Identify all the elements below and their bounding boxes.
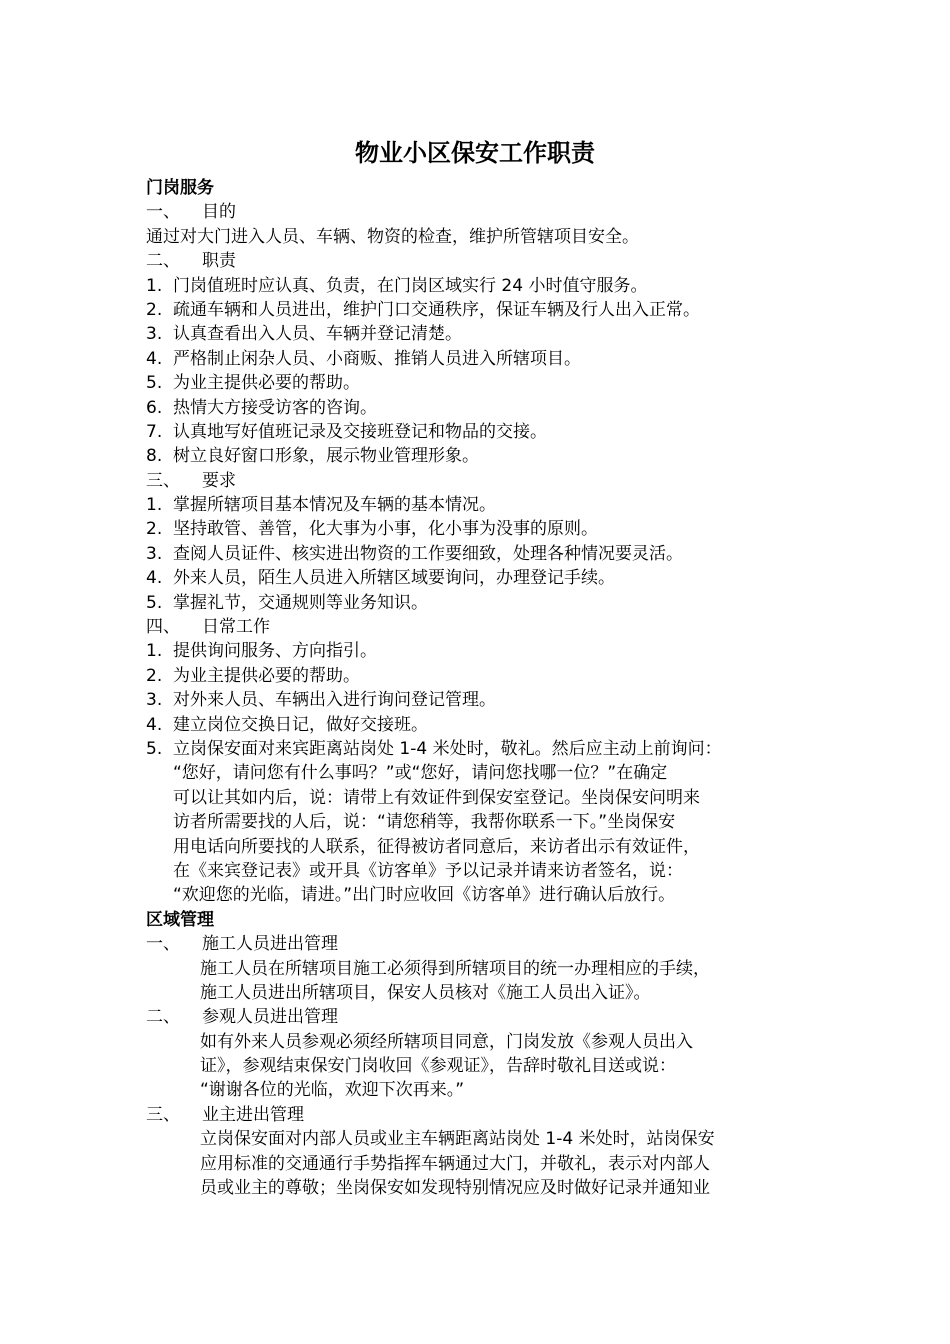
list-number: 4.	[146, 568, 163, 589]
list-text: 外来人员，陌生人员进入所辖区域要询问，办理登记手续。	[173, 568, 615, 589]
list-text: 查阅人员证件、核实进出物资的工作要细致，处理各种情况要灵活。	[173, 543, 683, 564]
list-number: 3.	[146, 543, 163, 564]
subsection-daily-work	[146, 615, 806, 639]
list-item	[146, 737, 806, 761]
list-text: 为业主提供必要的帮助。	[173, 373, 360, 394]
list-text: 疏通车辆和人员进出，维护门口交通秩序，保证车辆及行人出入正常。	[173, 299, 700, 320]
list-number: 1.	[146, 495, 163, 516]
list-text: 为业主提供必要的帮助。	[173, 665, 360, 686]
indented-paragraph-line: 施工人员进出所辖项目，保安人员核对《施工人员出入证》。	[200, 982, 651, 1003]
subsection-visitors	[146, 1005, 806, 1029]
list-number: 3.	[146, 324, 163, 345]
subsection-duties	[146, 249, 806, 273]
subsection-label: 业主进出管理	[202, 1104, 304, 1125]
list-text: 提供询问服务、方向指引。	[173, 641, 377, 662]
list-text: 认真地写好值班记录及交接班登记和物品的交接。	[173, 421, 547, 442]
list-item	[146, 298, 806, 322]
list-item-continuation: 访者所需要找的人后，说：“请您稍等，我帮你联系一下。”坐岗保安	[173, 812, 676, 833]
indented-paragraph-line: 证》，参观结束保安门岗收回《参观证》，告辞时敬礼目送或说：	[200, 1056, 676, 1077]
subsection-label: 日常工作	[202, 617, 270, 638]
subsection-number: 四、	[146, 617, 180, 638]
indented-paragraph-line: 员或业主的尊敬；坐岗保安如发现特别情况应及时做好记录并通知业	[200, 1178, 710, 1199]
page-title: 物业小区保安工作职责	[355, 139, 595, 167]
list-text: 严格制止闲杂人员、小商贩、推销人员进入所辖项目。	[173, 348, 581, 369]
list-number: 2.	[146, 519, 163, 540]
subsection-number: 一、	[146, 202, 180, 223]
list-number: 6.	[146, 397, 163, 418]
daily-work-list	[146, 639, 806, 907]
list-item	[146, 347, 806, 371]
list-text: 掌握礼节，交通规则等业务知识。	[173, 592, 428, 613]
list-number: 1.	[146, 275, 163, 296]
list-item	[146, 591, 806, 615]
list-item	[146, 444, 806, 468]
indented-paragraph-line: 施工人员在所辖项目施工必须得到所辖项目的统一办理相应的手续，	[200, 958, 710, 979]
list-item	[146, 274, 806, 298]
list-item-continuation: 用电话向所要找的人联系，征得被访者同意后，来访者出示有效证件，	[173, 836, 700, 857]
list-number: 1.	[146, 641, 163, 662]
subsection-number: 一、	[146, 934, 180, 955]
paragraph: 通过对大门进入人员、车辆、物资的检查，维护所管辖项目安全。	[146, 226, 639, 247]
list-item-continuation: “欢迎您的光临，请进。”出门时应收回《访客单》进行确认后放行。	[173, 885, 676, 906]
list-item	[146, 493, 806, 517]
list-number: 4.	[146, 714, 163, 735]
list-text: 认真查看出入人员、车辆并登记清楚。	[173, 324, 462, 345]
indented-paragraph-line: 如有外来人员参观必须经所辖项目同意，门岗发放《参观人员出入	[200, 1031, 693, 1052]
list-number: 5.	[146, 738, 163, 759]
subsection-label: 职责	[202, 251, 236, 272]
list-item	[146, 542, 806, 566]
indented-paragraph-line: “谢谢各位的光临，欢迎下次再来。”	[200, 1080, 465, 1101]
list-item	[146, 713, 806, 737]
list-text: 树立良好窗口形象，展示物业管理形象。	[173, 446, 479, 467]
subsection-owners	[146, 1103, 806, 1127]
list-item-continuation: “您好，请问您有什么事吗？”或“您好，请问您找哪一位？”在确定	[173, 763, 668, 784]
indented-paragraph-line: 立岗保安面对内部人员或业主车辆距离站岗处 1-4 米处时，站岗保安	[200, 1129, 715, 1150]
list-item	[146, 420, 806, 444]
list-item-continuation: 在《来宾登记表》或开具《访客单》予以记录并请来访者签名，说：	[173, 860, 683, 881]
list-number: 2.	[146, 665, 163, 686]
section-heading-gate: 门岗服务	[146, 178, 214, 198]
list-number: 2.	[146, 299, 163, 320]
list-item	[146, 664, 806, 688]
requirements-list	[146, 493, 806, 615]
subsection-label: 参观人员进出管理	[202, 1007, 338, 1028]
list-item	[146, 371, 806, 395]
list-number: 5.	[146, 373, 163, 394]
subsection-purpose	[146, 200, 806, 224]
list-number: 8.	[146, 446, 163, 467]
list-item	[146, 396, 806, 420]
list-text: 建立岗位交换日记，做好交接班。	[173, 714, 428, 735]
list-number: 5.	[146, 592, 163, 613]
subsection-label: 施工人员进出管理	[202, 934, 338, 955]
subsection-construction	[146, 932, 806, 956]
list-text: 对外来人员、车辆出入进行询问登记管理。	[173, 690, 496, 711]
list-number: 4.	[146, 348, 163, 369]
subsection-number: 二、	[146, 1007, 180, 1028]
document-body	[146, 176, 806, 1200]
list-item	[146, 688, 806, 712]
duties-list	[146, 274, 806, 469]
subsection-number: 二、	[146, 251, 180, 272]
list-number: 3.	[146, 690, 163, 711]
section-heading-area: 区域管理	[146, 909, 214, 930]
list-number: 7.	[146, 421, 163, 442]
list-item-continuation: 可以让其如内后，说：请带上有效证件到保安室登记。坐岗保安问明来	[173, 787, 700, 808]
subsection-number: 三、	[146, 1104, 180, 1125]
subsection-label: 要求	[202, 470, 236, 491]
list-item	[146, 639, 806, 663]
list-text: 热情大方接受访客的咨询。	[173, 397, 377, 418]
list-item	[146, 322, 806, 346]
list-item	[146, 566, 806, 590]
indented-paragraph-line: 应用标准的交通通行手势指挥车辆通过大门，并敬礼，表示对内部人	[200, 1153, 710, 1174]
list-item	[146, 517, 806, 541]
subsection-number: 三、	[146, 470, 180, 491]
list-text: 立岗保安面对来宾距离站岗处 1-4 米处时，敬礼。然后应主动上前询问：	[173, 738, 722, 759]
list-text: 掌握所辖项目基本情况及车辆的基本情况。	[173, 495, 496, 516]
subsection-label: 目的	[202, 202, 236, 223]
subsection-requirements	[146, 469, 806, 493]
list-text: 门岗值班时应认真、负责，在门岗区域实行 24 小时值守服务。	[173, 275, 648, 296]
list-text: 坚持敢管、善管，化大事为小事，化小事为没事的原则。	[173, 519, 598, 540]
